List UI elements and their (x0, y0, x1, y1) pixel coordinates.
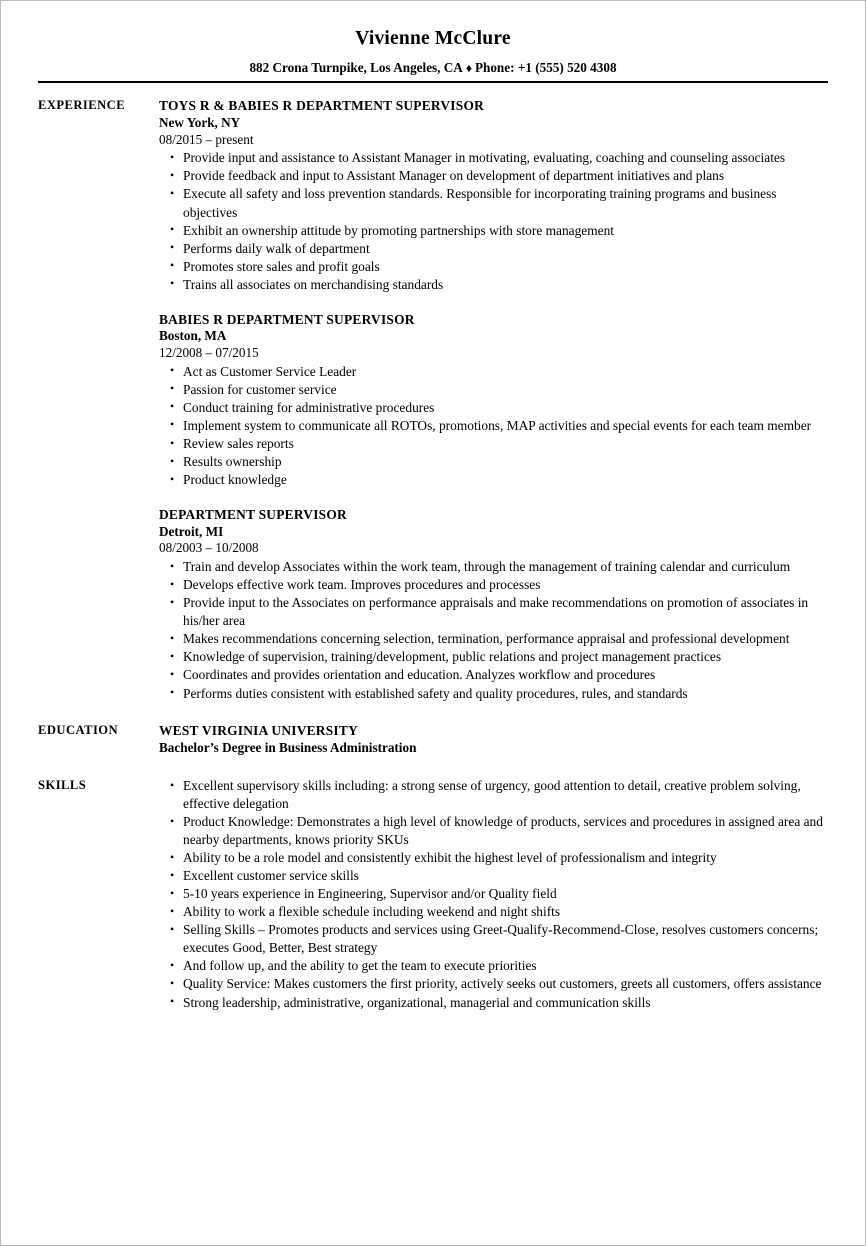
list-item: • Strong leadership, administrative, organizational, managerial and communication skills (159, 994, 828, 1012)
list-item: • Review sales reports (159, 435, 828, 453)
job-location: Boston, MA (159, 328, 227, 344)
list-item: • Makes recommendations concerning selection, termination, performance appraisal and professional development (159, 630, 828, 648)
list-item: • Train and develop Associates within the work team, through the management of training calendar and curriculum (159, 558, 828, 576)
spacer (38, 756, 828, 777)
list-item: • Act as Customer Service Leader (159, 363, 828, 381)
job-dates: 08/2003 – 10/2008 (159, 540, 259, 556)
list-item: • Trains all associates on merchandising standards (159, 276, 828, 294)
list-item: • Product knowledge (159, 471, 828, 489)
list-item: • Performs daily walk of department (159, 240, 828, 258)
list-item: • Excellent supervisory skills including: a strong sense of urgency, good attention to detail, creative problem solving, effective delegation (159, 777, 828, 813)
diamond-separator-icon: ♦ (465, 61, 472, 76)
list-item: • Provide input and assistance to Assistant Manager in motivating, evaluating, coaching and counseling associates (159, 149, 828, 167)
education-school: WEST VIRGINIA UNIVERSITY (159, 722, 358, 738)
job-location: New York, NY (159, 114, 241, 130)
job-entry (159, 97, 828, 293)
education-degree: Bachelor’s Degree in Business Administration (159, 739, 417, 755)
list-item: • 5-10 years experience in Engineering, Supervisor and/or Quality field (159, 885, 828, 903)
list-item: • Product Knowledge: Demonstrates a high level of knowledge of products, services and procedures in assigned area and nearby departments, knows priority SKUs (159, 813, 828, 849)
skills-body (159, 777, 828, 1011)
section-label-education: EDUCATION (38, 722, 119, 737)
list-item: • Exhibit an ownership attitude by promoting partnerships with store management (159, 222, 828, 240)
list-item: • Execute all safety and loss prevention standards. Responsible for incorporating training programs and business objectives (159, 185, 828, 221)
candidate-name: Vivienne McClure (355, 28, 511, 49)
list-item: • Results ownership (159, 453, 828, 471)
section-label-skills: SKILLS (38, 778, 87, 793)
list-item: • Excellent customer service skills (159, 867, 828, 885)
list-item: • Ability to work a flexible schedule including weekend and night shifts (159, 903, 828, 921)
contact-address: 882 Crona Turnpike, Los Angeles, CA (249, 60, 463, 76)
list-item: • Develops effective work team. Improves procedures and processes (159, 576, 828, 594)
list-item: • Implement system to communicate all ROTOs, promotions, MAP activities and special events for each team member (159, 417, 828, 435)
contact-line (38, 60, 828, 76)
list-item: • Knowledge of supervision, training/development, public relations and project management practices (159, 648, 828, 666)
job-entry (159, 506, 828, 702)
section-experience (38, 97, 828, 702)
section-education (38, 722, 828, 757)
education-body (159, 722, 828, 757)
contact-phone: Phone: +1 (555) 520 4308 (474, 60, 617, 76)
job-location: Detroit, MI (159, 523, 224, 539)
list-item: • Passion for customer service (159, 381, 828, 399)
list-item: • Ability to be a role model and consistently exhibit the highest level of professionalism and integrity (159, 849, 828, 867)
job-dates: 08/2015 – present (159, 131, 254, 147)
job-title: DEPARTMENT SUPERVISOR (159, 507, 347, 523)
job-dates: 12/2008 – 07/2015 (159, 344, 259, 360)
header-divider (38, 81, 828, 83)
list-item: • Promotes store sales and profit goals (159, 258, 828, 276)
job-bullet-list (159, 363, 828, 489)
spacer (38, 703, 828, 722)
list-item: • Selling Skills – Promotes products and services using Greet-Qualify-Recommend-Close, resolves customers concerns; executes Good, Better, Best strategy (159, 921, 828, 957)
experience-body (159, 97, 828, 702)
list-item: • Provide input to the Associates on performance appraisals and make recommendations on promotion of associates in his/her area (159, 594, 828, 630)
list-item: • Conduct training for administrative procedures (159, 399, 828, 417)
list-item: • Provide feedback and input to Assistant Manager on development of department initiatives and plans (159, 167, 828, 185)
resume-content (1, 1, 865, 1012)
section-label-experience: EXPERIENCE (38, 98, 126, 113)
job-bullet-list (159, 558, 828, 702)
section-skills (38, 777, 828, 1011)
list-item: • And follow up, and the ability to get the team to execute priorities (159, 957, 828, 975)
list-item: • Coordinates and provides orientation and education. Analyzes workflow and procedures (159, 666, 828, 684)
job-entry (159, 311, 828, 489)
list-item: • Performs duties consistent with established safety and quality procedures, rules, and standards (159, 685, 828, 703)
list-item: • Quality Service: Makes customers the first priority, actively seeks out customers, greets all customers, offers assistance (159, 975, 828, 993)
resume-header (38, 27, 828, 76)
skills-bullet-list (159, 777, 828, 1011)
job-title: BABIES R DEPARTMENT SUPERVISOR (159, 311, 415, 327)
job-title: TOYS R & BABIES R DEPARTMENT SUPERVISOR (159, 98, 485, 114)
job-bullet-list (159, 149, 828, 293)
